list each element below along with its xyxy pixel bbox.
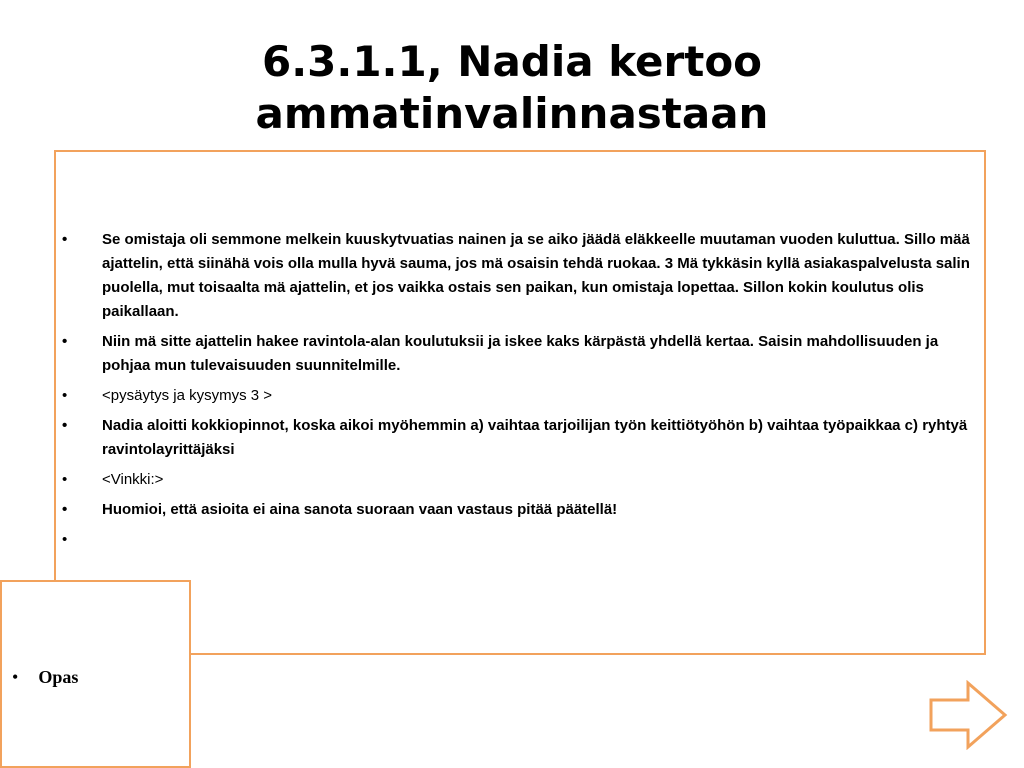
guide-link[interactable] [12, 665, 78, 689]
bullet-text: Se omistaja oli semmone melkein kuuskytvuatias nainen ja se aiko jäädä eläkkeelle muutaman vuoden kuluttua. Sillo mää ajattelin, että siinähä vois olla mulla hyvä sauma, jos mä osaisin tehdä ruokaa. 3 Mä tykkäsin kyllä asiakaspalvelusta salin puolella, mut toisaalta mä ajattelin, et jos vaikka ostais sen paikan, kun omistaja lopettaa. Sillon kokin koulutus olis paikallaan. [102, 231, 970, 320]
guide-label: Opas [38, 667, 79, 687]
bullet-text: Nadia aloitti kokkiopinnot, koska aikoi myöhemmin a) vaihtaa tarjoilijan työn keittiötyöhön b) vaihtaa työpaikkaa c) ryhtyä ravintolayrittäjäksi [102, 417, 968, 458]
bullet-dot: • [62, 501, 68, 518]
bullet-item [60, 498, 972, 522]
content-bullet-list [60, 228, 972, 548]
bullet-dot: • [12, 667, 19, 687]
bullet-text: Huomioi, että asioita ei aina sanota suoraan vaan vastaus pitää päätellä! [102, 501, 618, 518]
bullet-item [60, 468, 972, 492]
bullet-item [60, 228, 972, 324]
bullet-dot: • [62, 417, 68, 434]
bullet-dot: • [62, 231, 68, 248]
bullet-dot: • [62, 387, 68, 404]
right-arrow-icon [928, 680, 1008, 750]
slide-title [60, 36, 964, 140]
next-slide-button[interactable] [928, 680, 1008, 750]
bullet-item [60, 414, 972, 462]
bullet-dot: • [62, 333, 68, 350]
bullet-text: Niin mä sitte ajattelin hakee ravintola-alan koulutuksii ja iskee kaks kärpästä yhdellä kertaa. Saisin mahdollisuuden ja pohjaa mun tulevaisuuden suunnitelmille. [102, 333, 939, 374]
bullet-item [60, 330, 972, 378]
bullet-item [60, 384, 972, 408]
bullet-dot: • [62, 531, 68, 548]
slide-title-regular: 6.3.1.1, Nadia [261, 37, 609, 86]
bullet-text: <Vinkki:> [102, 471, 164, 488]
slide-title-bold: kertoo ammatinvalinnastaan [255, 37, 769, 138]
bullet-text: <pysäytys ja kysymys 3 > [102, 387, 273, 404]
bullet-dot: • [62, 471, 68, 488]
